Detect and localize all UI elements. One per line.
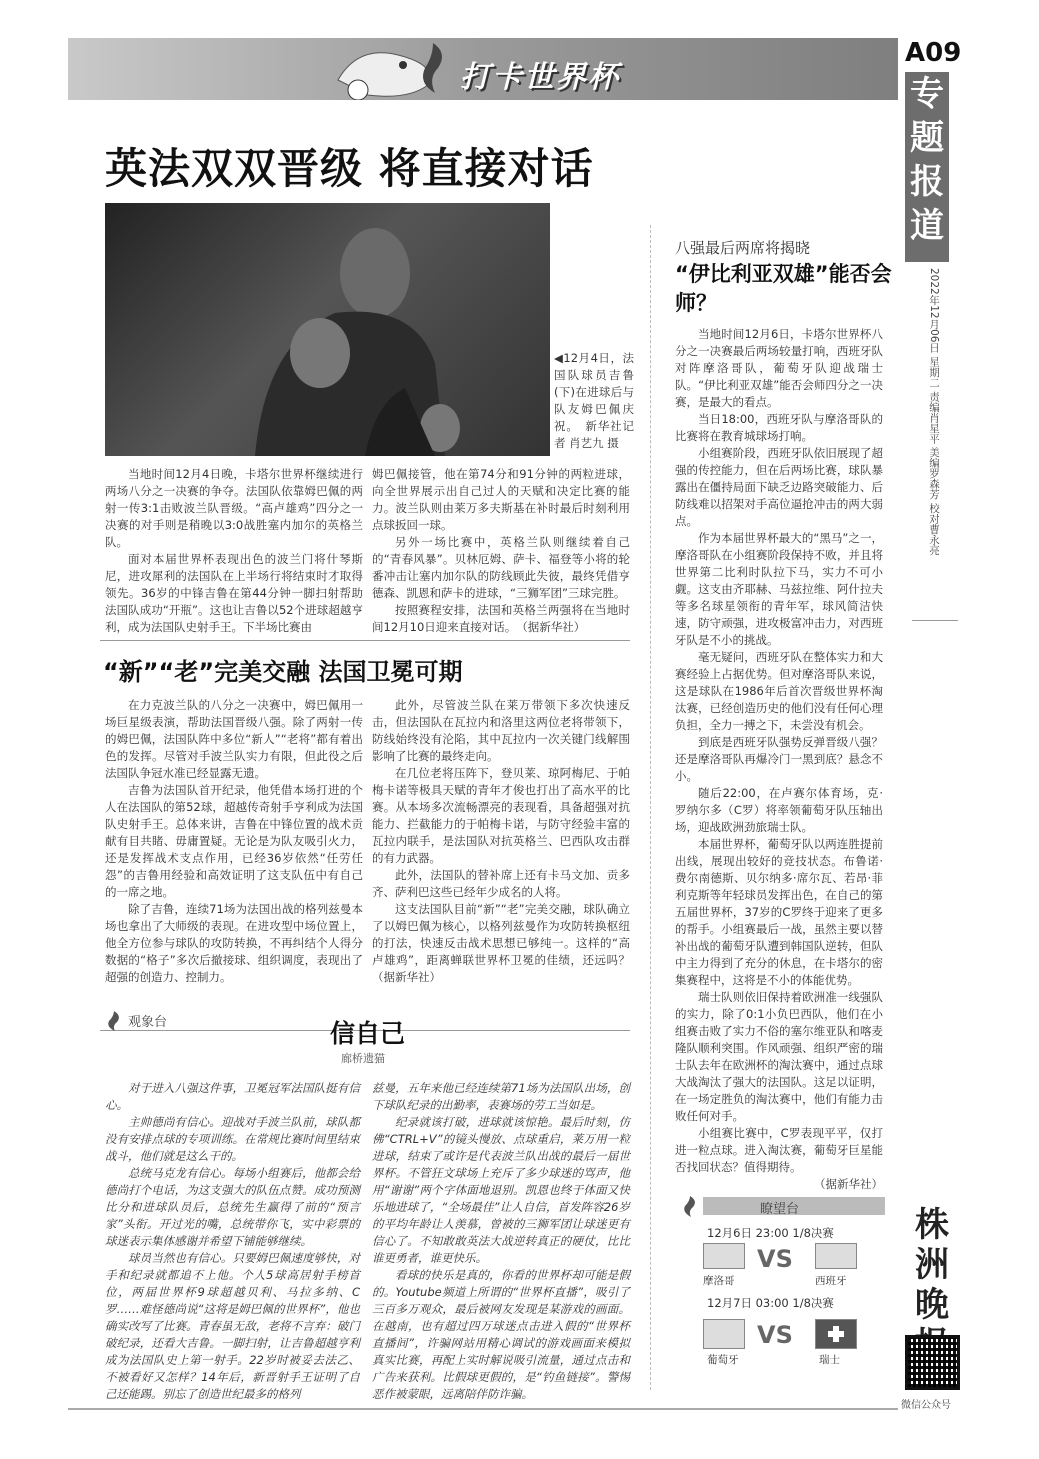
player-celebration-image bbox=[105, 203, 550, 456]
paragraph: 纪录就该打破，进球就该惊艳。最后时刻，仿佛“CTRL+V”的镜头慢放、点球重启，莱万用一粒进球，结束了或许是代表波兰队出战的最后一届世界杯。不管狂文球场上充斥了多少球迷的骂声，他用“谢谢”两个字体面地退别。凯恩也终于体面又快乐地进球了，“全场最佳”让人自信，首发阵容26岁的平均年龄让人羡慕，曾被的三狮军团让球迷更有信心了。不知敢敢英法大战逆转真正的硬仗，比比谁更勇者，谁更快乐。 bbox=[372, 1115, 630, 1265]
team-name: 摩洛哥 bbox=[703, 1275, 735, 1287]
france-story-col2 bbox=[372, 697, 653, 986]
paragraph: 除了吉鲁，连续71场为法国出战的格列兹曼本场也拿出了大师级的表现。在进攻型中场位置上，他全方位参与球队的攻防转换，不再纠结个人得分数据的“格子”多次后撤接球、组织调度，表现出了超强的创造力、控制力。 bbox=[105, 902, 363, 984]
france-story-col1 bbox=[105, 697, 363, 986]
divider bbox=[100, 640, 630, 641]
qr-code-icon[interactable] bbox=[905, 1335, 960, 1390]
world-cup-logo-icon bbox=[104, 1010, 124, 1032]
paragraph: 总统马克龙有信心。每场小组赛后，他都会给德尚打个电话，为这支强大的队伍点赞。成功预测比分和进球队员后，总统先生赢得了前的“预言家”头衔。开过光的嘴，总统带你飞，实中彩票的球迷表示集体感谢并希望下铺能够继续。 bbox=[105, 1166, 360, 1248]
right-kicker: 八强最后两席将揭晓 bbox=[675, 239, 811, 257]
paragraph: 吉鲁为法国队首开纪录，他凭借本场打进的个人在法国队的第52球，超越传奇射手亨利成为法国队史射手王。总体来讲，吉鲁在中锋位置的战术贡献有目共睹、毋庸置疑。无论是为队友吸引火力，还是发挥战术支点作用，已经36岁依然“任劳任怨”的吉鲁用经验和高效证明了这支队伍中有自己的一席之地。 bbox=[105, 783, 363, 899]
paragraph: 瑞士队则依旧保持着欧洲准一线强队的实力，除了0:1小负巴西队，他们在小组赛击败了实力不俗的塞尔维亚队和喀麦隆队顺利突围。作风顽强、组织严密的瑞士队去年在欧洲杯的淘汰赛中，通过点球大战淘汰了强大的法国队。这足以证明，在一场定胜负的淘汰赛中，他们有能力击败任何对手。 bbox=[675, 990, 883, 1123]
vs-label: VS bbox=[757, 1321, 793, 1349]
paragraph: 当地时间12月6日，卡塔尔世界杯八分之一决赛最后两场较量打响，西班牙队对阵摩洛哥队，葡萄牙队迎战瑞士队。“伊比利亚双雄”能否会师四分之一决赛，是最大的看点。 bbox=[675, 327, 883, 409]
banner-title: 打卡世界杯 bbox=[460, 60, 620, 95]
preview-box bbox=[675, 1195, 885, 1365]
page-number: A09 bbox=[905, 38, 962, 68]
qr-label: 微信公众号 bbox=[901, 1400, 951, 1411]
world-cup-logo-icon bbox=[680, 1195, 700, 1219]
portugal-flag-icon bbox=[703, 1319, 745, 1349]
paragraph: 毫无疑问，西班牙队在整体实力和大赛经验上占据优势。但对摩洛哥队来说，这是球队在1986年后首次晋级世界杯淘汰赛，已经创造历史的他们没有任何心理负担，全力一搏之下，未尝没有机会。 bbox=[675, 650, 883, 732]
paragraph: 在力克波兰队的八分之一决赛中，姆巴佩用一场巨星级表演，帮助法国晋级八强。除了两射一传的姆巴佩，法国队阵中多位“新人”“老将”都有着出色的发挥。尽管对手波兰队实力有限，但此役之后法国队争冠水准已经显露无遗。 bbox=[105, 698, 363, 780]
observation-col1 bbox=[105, 1080, 360, 1403]
photo-caption: ◀12月4日，法国队球员吉鲁(下)在进球后与队友姆巴佩庆祝。 新华社记者 肖艺九 摄 bbox=[554, 351, 634, 450]
paragraph: 在几位老将压阵下，登贝莱、琼阿梅尼、于帕梅卡诺等极具天赋的青年才俊也打出了高水平的比赛。从本场多次流畅漂亮的表现看，具备超强对抗能力、拦截能力的于帕梅卡诺，与防守经验丰富的瓦拉内联手，是法国队对抗英格兰、巴西队攻击群的有力武器。 bbox=[372, 766, 630, 865]
match-photo bbox=[105, 203, 550, 456]
newspaper-masthead: 株洲晚 bbox=[915, 1205, 949, 1325]
date-line: 2022年12月06日 星期二 责编肖星平 美编罗森芳 校对曹永亮 bbox=[928, 268, 940, 556]
observation-title: 信自己 bbox=[330, 1019, 406, 1048]
paragraph: 对于进入八强这件事，卫冕冠军法国队挺有信心。 bbox=[105, 1081, 360, 1112]
observation-author: 廊桥遗猫 bbox=[341, 1052, 385, 1065]
paragraph: 看球的快乐是真的，你看的世界杯却可能是假的。Youtube频道上所谓的“世界杯直播”，吸引了三百多万观众，最后被网友发现是某游戏的画面。在越南，也有超过四万球迷点击进入假的“世界杯直播间”，许骗网站用精心调试的游戏画面来模拟真实比赛，再配上实时解说吸引流量，通过点击和广告来获利。比假球更假的，是“钓鱼链接”。警惕恶作被蒙眼，远离陪伴防诈骗。 bbox=[372, 1268, 630, 1401]
paragraph: 主帅德尚有信心。迎战对手波兰队前，球队都没有安排点球的专项训练。在常规比赛时间里结束战斗，他们就是这么干的。 bbox=[105, 1115, 360, 1163]
observation-col2 bbox=[372, 1080, 630, 1403]
paragraph: 此外，尽管波兰队在莱万带领下多次快速反击，但法国队在瓦拉内和洛里这两位老将带领下，防线始终没有沦陷，其中瓦拉内一次关键门线解围影响了比赛的最终走向。 bbox=[372, 698, 630, 763]
preview-label: 瞭望台 bbox=[760, 1202, 800, 1217]
column-divider bbox=[650, 225, 652, 1390]
paragraph: 当地时间12月4日晚，卡塔尔世界杯继续进行两场八分之一决赛的争夺。法国队依靠姆巴佩的两射一传3:1击败波兰队晋级。“高卢雄鸡”四分之一决赛的对手则是稍晚以3:0战胜塞内加尔的英格兰队。 bbox=[105, 467, 363, 549]
morocco-flag-icon bbox=[703, 1243, 745, 1269]
paragraph: 小组赛比赛中，C罗表现平平，仅打进一粒点球。进入淘汰赛，葡萄牙巨星能否找回状态？值得期待。 bbox=[675, 1126, 883, 1174]
world-cup-logo-icon bbox=[413, 38, 453, 98]
paragraph: 兹曼，五年来他已经连续第71场为法国队出场，创下球队纪录的出勤率，表赛场的劳工当如是。 bbox=[372, 1081, 630, 1112]
main-story-col2 bbox=[372, 466, 630, 636]
main-story-col1 bbox=[105, 466, 363, 636]
paragraph: 面对本届世界杯表现出色的波兰门将什琴斯尼，进攻犀利的法国队在上半场行将结束时才取得领先。36岁的中锋吉鲁在第44分钟一脚扫射帮助法国队成功“开瓶”。这也让吉鲁以52个进球超越亨利，成为法国队史射手王。下半场比赛由 bbox=[105, 552, 363, 634]
spain-flag-icon bbox=[815, 1243, 857, 1269]
paragraph: 小组赛阶段，西班牙队依旧展现了超强的传控能力，但在后两场比赛，球队暴露出在僵持局面下缺乏边路突破能力、后防线难以招架对手高位逼抢冲击的两大弱点。 bbox=[675, 446, 883, 528]
paragraph: 按照赛程安排，法国和英格兰两强将在当地时间12月10日迎来直接对话。 （据新华社） bbox=[372, 603, 630, 634]
paragraph: 此外，法国队的替补席上还有卡马文加、贡多齐、萨利巴这些已经年少成名的人将。 bbox=[372, 868, 630, 899]
footer-rule bbox=[68, 1408, 898, 1410]
right-divider bbox=[912, 620, 958, 621]
paragraph: 这支法国队目前“新”“老”完美交融，球队确立了以姆巴佩为核心，以格列兹曼作为攻防转换枢纽的打法，快速反击战术思想已够纯一。这样的“高卢雄鸡”，距离蝉联世界杯卫冕的佳绩，还远吗？ （据新华社） bbox=[372, 902, 653, 984]
paragraph: 球员当然也有信心。只要姆巴佩速度够快，对手和纪录就都追不上他。个人5球高居射手榜首位，两届世界杯9球超越贝利、马拉多纳、C罗……难怪德尚说“这将是姆巴佩的世界杯”，他也确实改写了比赛。青春虽无敌，老将不言弃：破门破纪录，还看大吉鲁。一脚扫射，让吉鲁超越亨利成为法国队史上第一射手。22岁时被妥去法乙、不被看好又怎样？14年后，新晋射手王证明了自己还能踢。别忘了创造世纪最多的格列 bbox=[105, 1251, 360, 1401]
paragraph: 姆巴佩接管，他在第74分和91分钟的两粒进球，向全世界展示出自己过人的天赋和决定比赛的能力。波兰队则由莱万多夫斯基在补时最后时刻利用点球扳回一球。 bbox=[372, 467, 630, 532]
right-headline: “伊比利亚双雄”能否会师？ bbox=[675, 262, 892, 315]
paragraph: 另外一场比赛中，英格兰队则继续着自己的“青春风暴”。贝林厄姆、萨卡、福登等小将的轮番冲击让塞内加尔队的防线顾此失彼，最终凭借亨德森、凯恩和萨卡的进球，“三狮军团”三球完胜。 bbox=[372, 535, 630, 600]
vs-label: VS bbox=[757, 1245, 793, 1273]
paragraph: 到底是西班牙队强势反弹晋级八强？还是摩洛哥队再爆冷门一黑到底？悬念不小。 bbox=[675, 735, 883, 783]
team-name: 葡萄牙 bbox=[707, 1354, 739, 1366]
team-name: 瑞士 bbox=[819, 1354, 840, 1366]
match-time: 12月6日 23:00 1/8决赛 bbox=[707, 1226, 834, 1240]
team-name: 西班牙 bbox=[815, 1275, 847, 1287]
paragraph: （据新华社） bbox=[814, 1177, 883, 1191]
main-headline: 英法双双晋级 将直接对话 bbox=[105, 144, 594, 193]
paragraph: 当日18:00，西班牙队与摩洛哥队的比赛将在教育城球场打响。 bbox=[675, 412, 883, 443]
observation-label: 观象台 bbox=[128, 1015, 168, 1030]
section-label-text: 专题报道 bbox=[910, 74, 944, 246]
paragraph: 本届世界杯，葡萄牙队以两连胜提前出线，展现出较好的竞技状态。布鲁诺·费尔南德斯、贝尔纳多·席尔瓦、若昂·菲利克斯等年轻球员发挥出色，在自己的第五届世界杯，37岁的C罗终于迎来了更多的帮手。小组赛最后一战，虽然主要以替补出战的葡萄牙队遭到韩国队逆转，但队中主力得到了充分的休息，在卡塔尔的密集赛程中，这将是不小的体能优势。 bbox=[675, 837, 883, 987]
france-headline: “新”“老”完美交融 法国卫冕可期 bbox=[103, 658, 463, 686]
right-story-body bbox=[675, 326, 883, 1193]
paragraph: 作为本届世界杯最大的“黑马”之一，摩洛哥队在小组赛阶段保持不败，并且将世界第二比利时队拉下马，实力不可小觑。这支由齐耶赫、马兹拉维、阿什拉夫等多名球星领衔的青年军，球风简洁快速，防守顽强，进攻极富冲击力，对西班牙队是不小的挑战。 bbox=[675, 531, 883, 647]
match-time: 12月7日 03:00 1/8决赛 bbox=[707, 1296, 834, 1310]
section-label bbox=[905, 72, 949, 262]
paragraph: 随后22:00，在卢赛尔体育场，克·罗纳尔多（C罗）将率领葡萄牙队压轴出场，迎战欧洲劲旅瑞士队。 bbox=[675, 786, 883, 834]
switzerland-flag-icon bbox=[815, 1319, 857, 1349]
